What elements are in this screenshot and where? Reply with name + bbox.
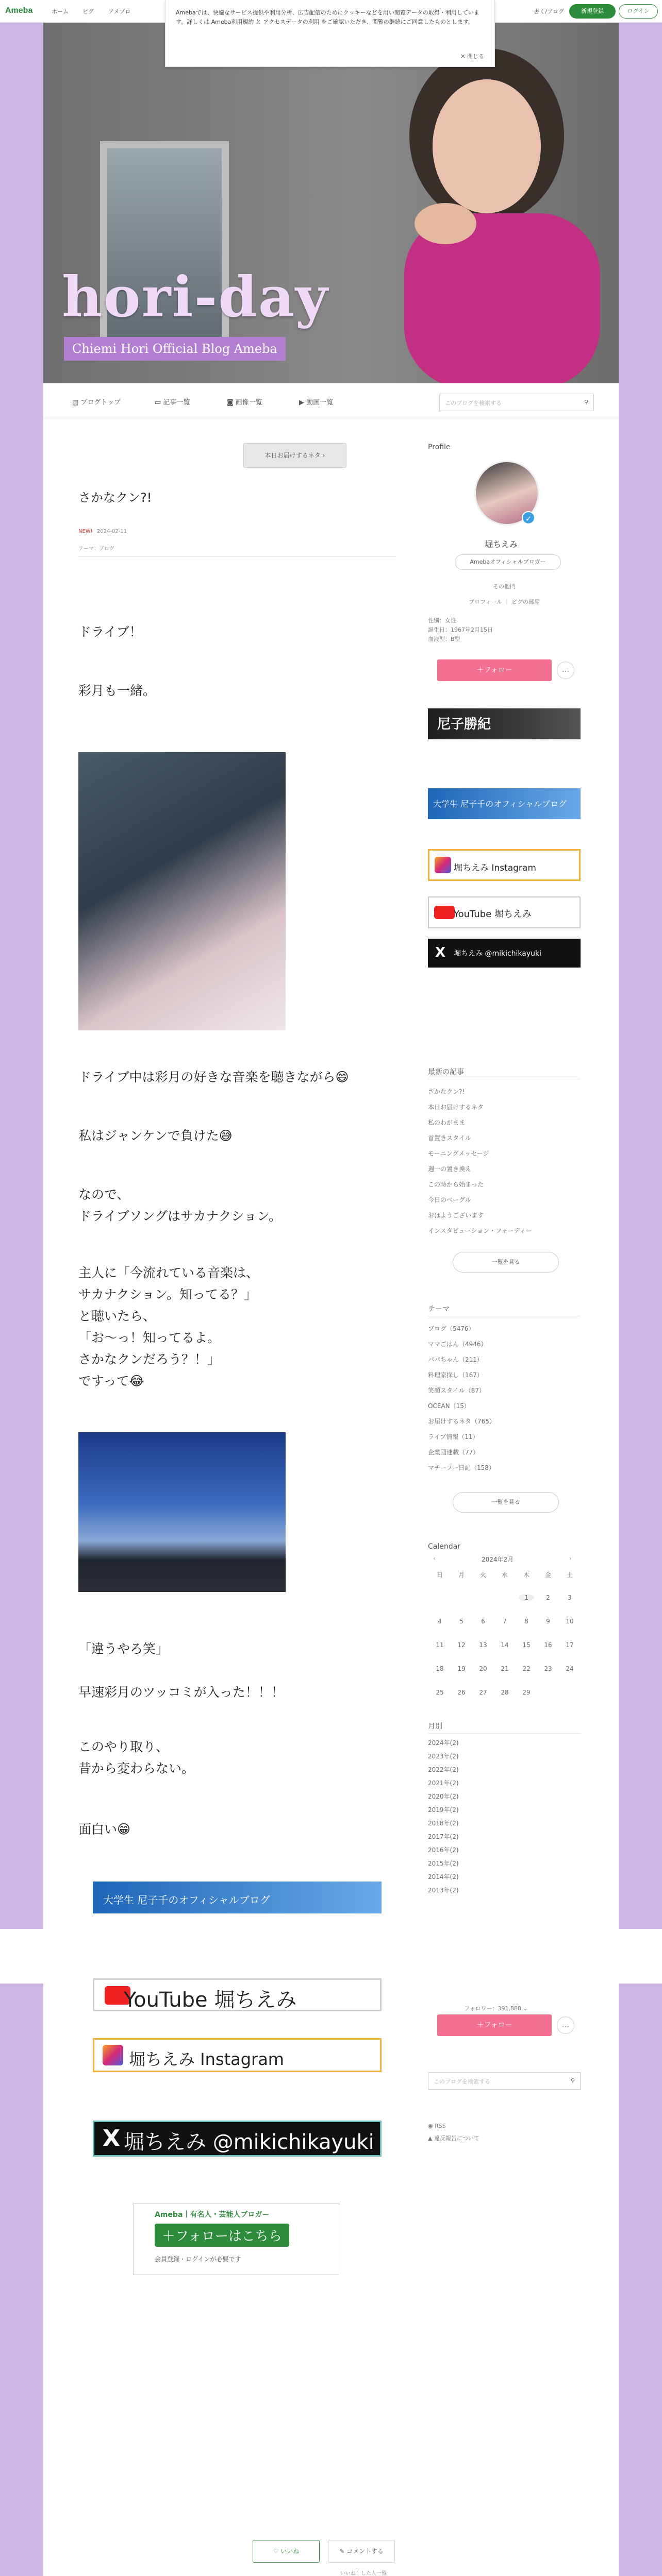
divider — [428, 1733, 581, 1734]
calendar-week — [432, 1689, 577, 1696]
calendar-day[interactable]: 13 — [479, 1641, 487, 1649]
banner-label: 堀ちえみ @mikichikayuki — [124, 2130, 374, 2154]
post-paragraph: このやり取り、 昔から変わらない。 — [78, 1739, 195, 1776]
like-button[interactable]: ♡ いいね — [253, 2540, 320, 2563]
recent-item[interactable]: モーニングメッセージ — [428, 1150, 489, 1157]
calendar-week — [432, 1665, 577, 1672]
calendar-day[interactable]: 6 — [481, 1618, 485, 1625]
nav-image-list-label: 画像一覧 — [235, 399, 262, 406]
profile-link[interactable]: プロフィール ｜ ピグの部屋 — [469, 599, 540, 605]
month-item[interactable]: 2014年(2) — [428, 1873, 459, 1880]
calendar-day[interactable] — [540, 1689, 556, 1696]
cookie-notice-text: Amebaでは、快適なサービス提供や利用分析、広告配信のためにクッキーなどを用い閲覧データの取得・利用しています。詳しくは Ameba利用規約 と アクセスデータの利用 をご確認いただき、閲覧の継続にご同意したものとします。 — [176, 9, 479, 25]
banner-label: 大学生 尼子千のオフィシャルブログ — [433, 799, 567, 809]
more-options-button[interactable]: … — [557, 2016, 574, 2034]
theme-more-button[interactable]: 一覧を見る — [453, 1492, 559, 1513]
post-photo[interactable] — [78, 1432, 286, 1592]
nav-blog-top[interactable]: ▤ ブログトップ — [72, 399, 121, 406]
calendar-week — [432, 1594, 577, 1601]
post-paragraph: 私はジャンケンで負けた😅 — [78, 1128, 233, 1143]
calendar-weekdays — [432, 1570, 577, 1579]
new-badge: NEW! — [78, 529, 93, 534]
search-placeholder: このブログを検索する — [434, 2078, 490, 2085]
recent-heading: 最新の記事 — [428, 1068, 464, 1076]
recent-item[interactable]: 首置きスタイル — [428, 1134, 471, 1142]
post-title[interactable]: さかなクン?! — [78, 490, 152, 505]
pigg-room-link[interactable]: ピグの部屋 — [511, 599, 540, 605]
calendar-day[interactable]: 7 — [503, 1618, 507, 1625]
calendar-day[interactable]: 25 — [436, 1689, 444, 1696]
theme-item[interactable]: OCEAN（15） — [428, 1402, 470, 1410]
search-icon[interactable]: ⚲ — [584, 399, 588, 405]
official-badge: Amebaオフィシャルブロガー — [455, 554, 561, 570]
calendar-day[interactable]: 11 — [436, 1641, 444, 1649]
banner-label: YouTube 堀ちえみ — [454, 909, 532, 920]
calendar-day[interactable]: 15 — [522, 1641, 531, 1649]
banner-note: 会員登録・ログインが必要です — [155, 2256, 241, 2263]
post-paragraph: なので、 ドライブソングはサカナクション。 — [78, 1187, 282, 1224]
login-button[interactable]: ログイン — [619, 4, 658, 19]
follower-count[interactable]: フォロワー：391,888 ⌄ — [464, 2005, 528, 2012]
hero-portrait-illustration — [332, 28, 600, 383]
prev-post-label: 本日お届けするネタ — [264, 452, 321, 459]
search-icon[interactable]: ⚲ — [570, 2077, 575, 2084]
comment-button[interactable]: ✎ コメントする — [328, 2540, 395, 2563]
calendar-next[interactable]: › — [569, 1555, 572, 1562]
recent-more-button[interactable]: 一覧を見る — [453, 1252, 559, 1273]
blog-title[interactable]: hori-day — [62, 265, 329, 330]
banner-label: Ameba｜有名人・芸能人ブロガー — [155, 2211, 270, 2219]
theme-item[interactable]: 笑顔スタイル（87） — [428, 1387, 486, 1394]
more-options-button[interactable]: … — [557, 662, 574, 679]
like-label: いいね — [280, 2548, 300, 2555]
profile-name[interactable]: 堀ちえみ — [485, 539, 518, 549]
nav-entry-list-label: 記事一覧 — [163, 399, 190, 406]
month-item[interactable]: 2013年(2) — [428, 1887, 459, 1894]
report-label: 違反報告について — [434, 2135, 479, 2142]
post-date: 2024-02-11 — [97, 529, 127, 534]
theme-item[interactable]: 料理家探し（167） — [428, 1371, 483, 1379]
youtube-icon — [434, 906, 455, 919]
calendar-title: 2024年2月 — [482, 1556, 514, 1563]
calendar-day[interactable]: 22 — [522, 1665, 531, 1672]
banner-label: 大学生 尼子千のオフィシャルブログ — [103, 1894, 270, 1906]
month-item[interactable]: 2015年(2) — [428, 1860, 459, 1867]
prev-post-button[interactable]: 本日お届けするネタ › — [243, 443, 346, 468]
blog-header-image — [43, 23, 619, 383]
calendar-heading: Calendar — [428, 1543, 460, 1551]
calendar-day[interactable]: 10 — [566, 1618, 574, 1625]
nav-blog-top-label: ブログトップ — [80, 399, 121, 406]
blog-subtitle: Chiemi Hori Official Blog Ameba — [64, 337, 286, 361]
instagram-icon — [103, 2045, 123, 2065]
page-gap — [0, 1929, 662, 1984]
recent-item[interactable]: この時から始まった — [428, 1181, 484, 1188]
close-label: 閉じる — [467, 53, 484, 60]
post-paragraph: 面白い😁 — [78, 1822, 131, 1837]
banner-label: YouTube 堀ちえみ — [124, 1988, 297, 2012]
calendar-day[interactable]: 29 — [522, 1689, 531, 1696]
calendar-day[interactable]: 24 — [566, 1665, 574, 1672]
banner-label: 堀ちえみ Instagram — [454, 863, 536, 873]
nav-ameblo[interactable]: アメブロ — [108, 8, 131, 15]
theme-item[interactable]: ママごはん（4946） — [428, 1341, 487, 1348]
cookie-notice-close[interactable]: ✕ 閉じる — [460, 53, 484, 60]
calendar-day[interactable]: 17 — [566, 1641, 574, 1649]
recent-item[interactable]: インスタビューション・フォーティー — [428, 1227, 532, 1234]
weekday: 水 — [501, 1571, 508, 1579]
recent-item[interactable]: おはようございます — [428, 1212, 484, 1219]
report-link[interactable]: ▲ 違反報告について — [428, 2135, 479, 2142]
theme-item[interactable]: ライブ情報（11） — [428, 1433, 479, 1440]
instagram-icon — [435, 857, 451, 873]
calendar-day[interactable] — [432, 1594, 448, 1601]
theme-heading: テーマ — [428, 1305, 450, 1313]
calendar-prev[interactable]: ‹ — [433, 1555, 436, 1562]
follow-button[interactable]: ＋フォロー — [437, 659, 552, 681]
calendar-day[interactable]: 5 — [459, 1618, 464, 1625]
post-paragraph: 主人に「今流れている音楽は、 サカナクション。知ってる？」 と聴いたら、 「お〜っ！知ってるよ。 さかなクンだろう？！」 ですって😂 — [78, 1265, 259, 1388]
calendar-week — [432, 1641, 577, 1649]
calendar-day[interactable]: 9 — [546, 1618, 550, 1625]
calendar-week — [432, 1618, 577, 1625]
month-item[interactable]: 2017年(2) — [428, 1833, 459, 1840]
theme-item[interactable]: パパちゃん（211） — [428, 1356, 483, 1363]
weekday: 月 — [458, 1571, 465, 1579]
profile-link-label: プロフィール — [469, 599, 502, 605]
like-users-link[interactable]: いいね！した人一覧 — [340, 2571, 387, 2576]
banner-label: 堀ちえみ Instagram — [129, 2049, 284, 2069]
monthly-heading: 月別 — [428, 1722, 442, 1731]
month-item[interactable]: 2022年(2) — [428, 1766, 459, 1773]
weekday: 火 — [479, 1571, 486, 1579]
calendar-day[interactable]: 8 — [524, 1618, 528, 1625]
theme-item[interactable]: 企業団連載（77） — [428, 1449, 479, 1456]
x-logo-icon: X — [103, 2125, 120, 2151]
calendar-day[interactable]: 18 — [436, 1665, 444, 1672]
theme-item[interactable]: ブログ（5476） — [428, 1325, 475, 1332]
weekday: 金 — [544, 1571, 551, 1579]
verified-check-icon: ✓ — [522, 511, 535, 524]
theme-item[interactable]: マチーフー日記（158） — [428, 1464, 495, 1471]
recent-item[interactable]: 今日のベーグル — [428, 1196, 471, 1204]
calendar-day[interactable]: 2 — [546, 1594, 550, 1601]
calendar-day[interactable]: 19 — [457, 1665, 466, 1672]
nav-video-list-label: 動画一覧 — [306, 399, 334, 406]
profile-bloodtype: 血液型：B型 — [428, 636, 460, 642]
nav-pigg[interactable]: ピグ — [82, 8, 94, 15]
blog-search-input[interactable] — [439, 394, 594, 411]
banner-label: 尼子勝紀 — [437, 717, 491, 732]
profile-heading: Profile — [428, 443, 451, 451]
weekday: 木 — [523, 1571, 529, 1579]
recent-item[interactable]: さかなクン?! — [428, 1088, 465, 1095]
calendar-day[interactable] — [497, 1594, 512, 1601]
calendar-day[interactable] — [454, 1594, 469, 1601]
month-item[interactable]: 2019年(2) — [428, 1806, 459, 1814]
ameba-logo[interactable]: Ameba — [5, 6, 33, 15]
x-logo-icon: X — [435, 945, 446, 960]
signup-button[interactable]: 新規登録 — [569, 4, 616, 19]
profile-gender: 性別：女性 — [428, 617, 456, 624]
rss-link[interactable]: ◉ RSS — [428, 2123, 446, 2129]
calendar-day[interactable]: 4 — [438, 1618, 442, 1625]
post-theme[interactable]: テーマ：ブログ — [78, 546, 114, 552]
banner-follow-label: ＋フォローはこちら — [155, 2224, 289, 2247]
calendar-day[interactable]: 28 — [501, 1689, 509, 1696]
calendar-day[interactable]: 27 — [479, 1689, 487, 1696]
search-placeholder: このブログを検索する — [445, 400, 502, 406]
calendar-day[interactable]: 20 — [479, 1665, 487, 1672]
follow-button[interactable]: ＋フォロー — [437, 2014, 552, 2036]
nav-video-list[interactable]: ▶ 動画一覧 — [299, 399, 334, 406]
month-item[interactable]: 2024年(2) — [428, 1739, 459, 1747]
theme-item[interactable]: お届けするネタ（765） — [428, 1418, 495, 1425]
post-paragraph: 「違うやろ笑」 — [78, 1641, 169, 1656]
calendar-day[interactable]: 16 — [544, 1641, 552, 1649]
calendar-day[interactable] — [475, 1594, 491, 1601]
divider — [78, 556, 396, 557]
calendar-day[interactable]: 12 — [457, 1641, 466, 1649]
month-item[interactable]: 2018年(2) — [428, 1820, 459, 1827]
blog-search-input[interactable] — [428, 2072, 581, 2090]
month-item[interactable]: 2021年(2) — [428, 1780, 459, 1787]
rss-label: RSS — [435, 2123, 446, 2129]
calendar-day[interactable]: 3 — [568, 1594, 572, 1601]
nav-image-list[interactable]: ◙ 画像一覧 — [227, 399, 262, 406]
comment-label: コメントする — [346, 2548, 384, 2555]
recent-item[interactable]: 週一の置き換え — [428, 1165, 472, 1173]
post-photo[interactable] — [78, 752, 286, 1030]
nav-entry-list[interactable]: ▭ 記事一覧 — [155, 399, 190, 406]
calendar-day[interactable]: 1 — [519, 1594, 534, 1601]
post-paragraph: ドライブ！ — [78, 624, 142, 639]
banner-label: 堀ちえみ @mikichikayuki — [454, 950, 542, 958]
weekday: 土 — [566, 1571, 573, 1579]
month-item[interactable]: 2023年(2) — [428, 1753, 459, 1760]
profile-link[interactable]: その他門 — [493, 583, 516, 590]
calendar-day[interactable] — [562, 1689, 577, 1696]
calendar-day[interactable]: 23 — [544, 1665, 552, 1672]
recent-item[interactable]: 私のわがまま — [428, 1119, 466, 1126]
month-item[interactable]: 2016年(2) — [428, 1846, 459, 1854]
nav-home[interactable]: ホーム — [52, 8, 69, 15]
calendar-day[interactable]: 26 — [457, 1689, 466, 1696]
month-item[interactable]: 2020年(2) — [428, 1793, 459, 1800]
post-paragraph: 彩月も一緒。 — [78, 683, 156, 698]
weekday: 日 — [436, 1571, 443, 1579]
post-paragraph: ドライブ中は彩月の好きな音楽を聴きながら😄 — [78, 1070, 349, 1084]
recent-item[interactable]: 本日お届けするネタ — [428, 1104, 484, 1111]
post-paragraph: 早速彩月のツッコミが入った！！！ — [78, 1685, 284, 1700]
profile-birthday: 誕生日：1967年2月15日 — [428, 626, 493, 633]
calendar-day[interactable]: 21 — [501, 1665, 509, 1672]
calendar-day[interactable]: 14 — [501, 1641, 509, 1649]
write-blog-link[interactable]: 書く/ブログ — [534, 8, 564, 15]
cookie-notice — [165, 0, 495, 67]
